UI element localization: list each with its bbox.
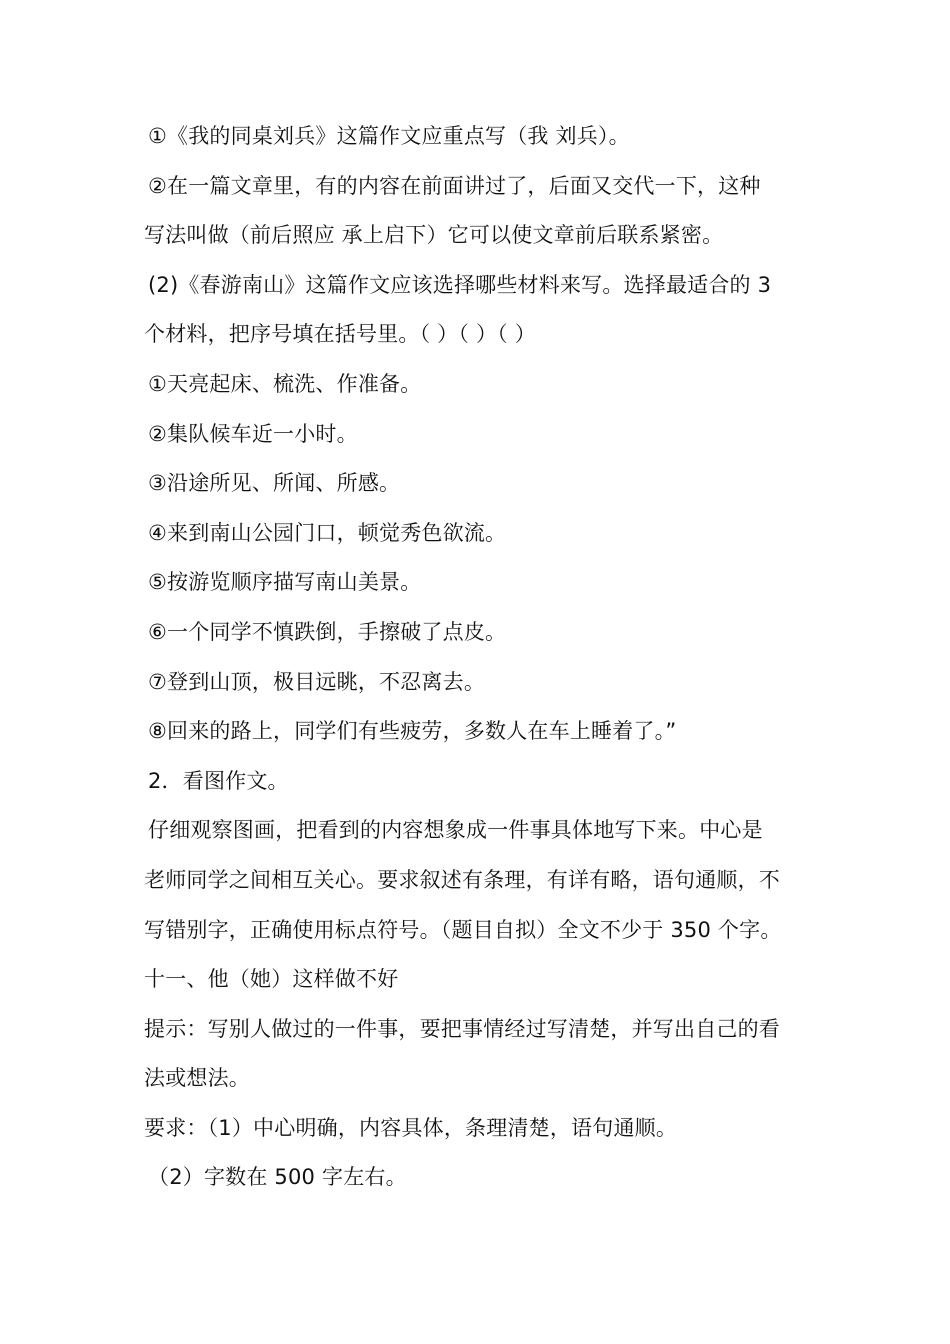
text-line: ⑦登到山顶，极目远眺，不忍离去。: [148, 669, 486, 694]
text-line: 写错别字，正确使用标点符号。（题目自拟）全文不少于 350 个字。: [144, 917, 782, 942]
text-line: ②集队候车近一小时。: [148, 421, 358, 446]
text-line: ④来到南山公园门口，顿觉秀色欲流。: [148, 520, 507, 545]
text-line: ⑤按游览顺序描写南山美景。: [148, 570, 422, 595]
text-line: 老师同学之间相互关心。要求叙述有条理，有详有略，语句通顺，不: [144, 867, 780, 892]
document-body: [144, 112, 814, 1203]
text-line: ⑧回来的路上，同学们有些疲劳，多数人在车上睡着了。”: [148, 719, 677, 744]
text-line: ②在一篇文章里，有的内容在前面讲过了，后面又交代一下，这种: [148, 173, 761, 198]
text-line: ①天亮起床、梳洗、作准备。: [148, 371, 422, 396]
section-heading: 十一、他（她）这样做不好: [144, 967, 399, 992]
text-line: 要求：（1）中心明确，内容具体，条理清楚，语句通顺。: [144, 1115, 678, 1140]
text-line: 个材料，把序号填在括号里。（ ）（ ）（ ）: [144, 322, 536, 347]
text-line: （2）字数在 500 字左右。: [148, 1165, 407, 1190]
section-heading: 2．看图作文。: [148, 768, 289, 793]
text-line: 写法叫做（前后照应 承上启下）它可以使文章前后联系紧密。: [144, 223, 724, 248]
text-line: 法或想法。: [144, 1066, 250, 1091]
text-line: (2)《春游南山》这篇作文应该选择哪些材料来写。选择最适合的 3: [148, 272, 772, 297]
text-line: 仔细观察图画，把看到的内容想象成一件事具体地写下来。中心是: [148, 818, 763, 843]
text-line: 提示：写别人做过的一件事，要把事情经过写清楚，并写出自己的看: [144, 1016, 780, 1041]
text-line: ③沿途所见、所闻、所感。: [148, 471, 401, 496]
text-line: ①《我的同桌刘兵》这篇作文应重点写（我 刘兵）。: [148, 124, 630, 148]
text-line: ⑥一个同学不慎跌倒，手擦破了点皮。: [148, 619, 507, 644]
